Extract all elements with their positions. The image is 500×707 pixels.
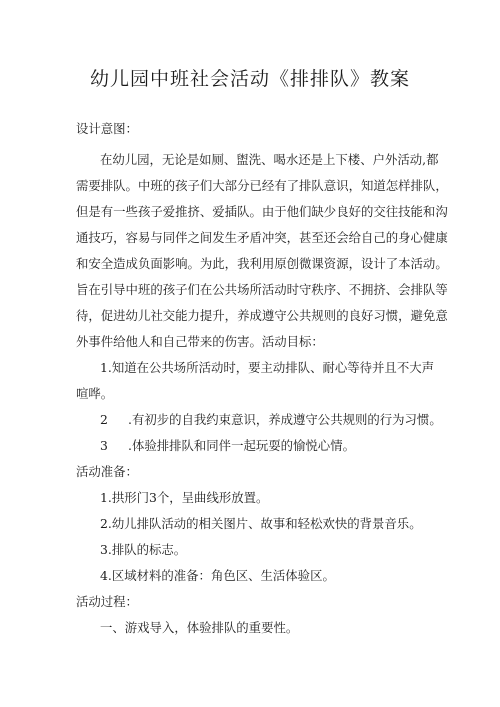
preparation-item: 1.拱形门3个，呈曲线形放置。 xyxy=(100,490,269,505)
preparation-item: 4.区域材料的准备：角色区、生活体验区。 xyxy=(100,568,335,583)
process-item: 一、游戏导入，体验排队的重要性。 xyxy=(100,620,299,635)
design-intent-line: 在幼儿园，无论是如厕、盥洗、喝水还是上下楼、户外活动,都 xyxy=(100,152,439,167)
goal-number: 1 xyxy=(100,360,108,375)
design-intent-line: 但是有一些孩子爱推挤、爱插队。由于他们缺少良好的交往技能和沟 xyxy=(76,204,448,219)
design-intent-line: 和安全造成负面影响。为此，我利用原创微课资源，设计了本活动。 xyxy=(76,256,448,271)
preparation-item: 2.幼儿排队活动的相关图片、故事和轻松欢快的背景音乐。 xyxy=(100,516,422,531)
design-intent-line: 待，促进幼儿社交能力提升，养成遵守公共规则的良好习惯，避免意 xyxy=(76,308,448,323)
preparation-item: 3.排队的标志。 xyxy=(100,542,187,557)
process-heading: 活动过程： xyxy=(76,594,138,609)
design-intent-line: 通技巧，容易与同伴之间发生矛盾冲突，甚至还会给自己的身心健康 xyxy=(76,230,448,245)
design-intent-line: 需要排队。中班的孩子们大部分已经有了排队意识，知道怎样排队， xyxy=(76,178,448,193)
goal-text: .知道在公共场所活动时，要主动排队、耐心等待并且不大声 xyxy=(107,360,434,375)
goal-item-1-continued: 喧哗。 xyxy=(76,386,114,401)
goal-text: .体验排排队和同伴一起玩耍的愉悦心情。 xyxy=(128,438,355,453)
preparation-heading: 活动准备： xyxy=(76,464,138,479)
goal-item-2 xyxy=(100,412,442,428)
design-intent-heading: 设计意图： xyxy=(76,121,138,136)
design-intent-line: 外事件给他人和自己带来的伤害。活动目标： xyxy=(76,334,324,349)
goal-number: 3 xyxy=(100,438,108,453)
document-title: 幼儿园中班社会活动《排排队》教案 xyxy=(89,68,410,90)
goal-number: 2 xyxy=(100,412,108,427)
goal-item-3 xyxy=(100,438,355,454)
goal-item-1 xyxy=(100,360,432,376)
goal-text: .有初步的自我约束意识，养成遵守公共规则的行为习惯。 xyxy=(128,412,442,427)
design-intent-line: 旨在引导中班的孩子们在公共场所活动时守秩序、不拥挤、会排队等 xyxy=(76,282,448,297)
